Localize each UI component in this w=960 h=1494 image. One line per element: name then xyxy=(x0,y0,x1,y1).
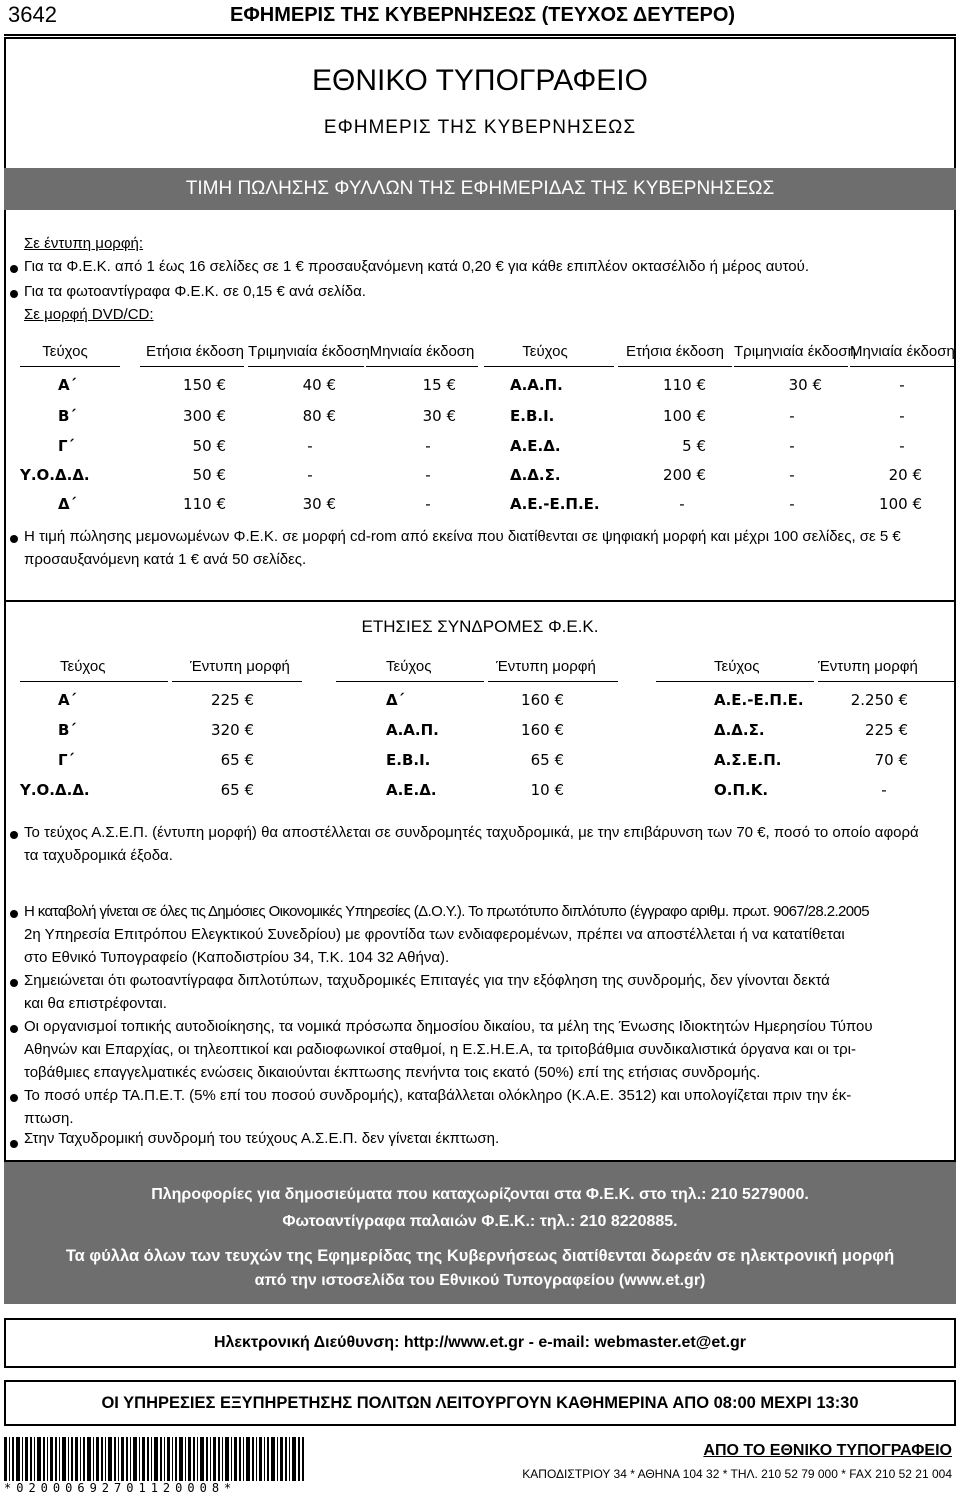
sub-col-issue: Τεύχος xyxy=(714,658,760,675)
publisher-title: ΕΘΝΙΚΟ ΤΥΠΟΓΡΑΦΕΙΟ xyxy=(312,64,648,97)
rule xyxy=(488,681,618,682)
hours-box: ΟΙ ΥΠΗΡΕΣΙΕΣ ΕΞΥΠΗΡΕΤΗΣΗΣ ΠΟΛΙΤΩΝ ΛΕΙΤΟΥΡΓΟΥΝ ΚΑΘΗΜΕΡΙΝΑ ΑΠΟ 08:00 ΜΕΧΡΙ 13:30 xyxy=(4,1380,956,1426)
table-cell: 225 € xyxy=(865,721,908,739)
table-cell: Α΄ xyxy=(58,691,77,709)
table-cell: Β΄ xyxy=(58,721,77,739)
print-heading: Σε έντυπη μορφή: xyxy=(24,235,144,252)
rule xyxy=(336,681,484,682)
table-cell: Α.Ε.-Ε.Π.Ε. xyxy=(714,691,804,709)
table-cell: 10 € xyxy=(530,781,564,799)
table-cell: 40 € xyxy=(302,376,336,394)
table-cell: 110 € xyxy=(183,495,226,513)
table-cell: 160 € xyxy=(521,691,564,709)
email-box: Ηλεκτρονική Διεύθυνση: http://www.et.gr - e-mail: webmaster.et@et.gr xyxy=(4,1318,956,1368)
note-photocopies-line1: Σημειώνεται ότι φωτοαντίγραφα διπλοτύπων, ταχυδρομικές Επιταγές για την εξόφληση της συνδρομής, δεν γίνονται δεκτά xyxy=(24,972,830,989)
table-cell: - xyxy=(425,466,431,484)
note-payment-line2: 2η Υπηρεσία Επιτρόπου Ελεγκτικού Συνεδρίου) με φροντίδα των ενδιαφερομένων, πρέπει να αποστέλλεται ή να κατατίθεται xyxy=(24,926,845,943)
table-cell: - xyxy=(899,407,905,425)
table-cell: 65 € xyxy=(530,751,564,769)
dvd-col-monthly: Μηνιαία έκδοση xyxy=(369,343,475,360)
rule xyxy=(618,366,732,367)
table-cell: Ε.Β.Ι. xyxy=(510,407,555,425)
section-rule xyxy=(4,600,956,602)
table-cell: Α.Α.Π. xyxy=(510,376,563,394)
table-cell: Γ΄ xyxy=(58,751,75,769)
table-cell: Β΄ xyxy=(58,407,77,425)
dvd-heading: Σε μορφή DVD/CD: xyxy=(24,306,154,323)
table-cell: 300 € xyxy=(183,407,226,425)
rule xyxy=(484,366,614,367)
dvd-col-issue: Τεύχος xyxy=(42,343,88,360)
note-photocopies-line2: και θα επιστρέφονται. xyxy=(24,995,167,1012)
rule xyxy=(656,681,814,682)
table-cell: - xyxy=(789,407,795,425)
table-cell: 160 € xyxy=(521,721,564,739)
bullet-icon xyxy=(10,1140,18,1148)
bullet-icon xyxy=(10,1094,18,1102)
info-line-photocopies: Φωτοαντίγραφα παλαιών Φ.Ε.Κ.: τηλ.: 210 8220885. xyxy=(282,1213,678,1230)
table-cell: 50 € xyxy=(192,437,226,455)
info-line-website: από την ιστοσελίδα του Εθνικού Τυπογραφείου (www.et.gr) xyxy=(254,1272,706,1289)
table-cell: - xyxy=(899,376,905,394)
note-payment-line1: Η καταβολή γίνεται σε όλες τις Δημόσιες Οικονομικές Υπηρεσίες (Δ.Ο.Υ.). Το πρωτότυπο διπλότυπο (έγγραφο αριθμ. πρωτ. 9067/28.2.2005 xyxy=(24,903,870,920)
bullet-icon xyxy=(10,535,18,543)
publisher-subtitle: ΕΦΗΜΕΡΙΣ ΤΗΣ ΚΥΒΕΡΝΗΣΕΩΣ xyxy=(323,117,637,138)
table-cell: 20 € xyxy=(888,466,922,484)
rule xyxy=(20,366,120,367)
print-bullet-1: Για τα Φ.Ε.Κ. από 1 έως 16 σελίδες σε 1 € προσαυξανόμενη κατά 0,20 € για κάθε επιπλέον οκτασέλιδο ή μέρος αυτού. xyxy=(24,258,810,275)
table-cell: - xyxy=(425,437,431,455)
dvd-col-annual: Ετήσια έκδοση xyxy=(626,343,724,360)
table-cell: Ο.Π.Κ. xyxy=(714,781,769,799)
barcode-icon xyxy=(4,1437,304,1481)
table-cell: Α.Α.Π. xyxy=(386,721,439,739)
table-cell: - xyxy=(425,495,431,513)
sub-col-print: Έντυπη μορφή xyxy=(496,658,596,675)
table-cell: 65 € xyxy=(220,751,254,769)
asep-note-line1: Το τεύχος Α.Σ.Ε.Π. (έντυπη μορφή) θα αποστέλλεται σε συνδρομητές ταχυδρομικά, με την επιβάρυνση των 70 €, ποσό το οποίο αφορά xyxy=(24,824,919,841)
table-cell: 15 € xyxy=(422,376,456,394)
table-cell: Ε.Β.Ι. xyxy=(386,751,431,769)
sub-col-print: Έντυπη μορφή xyxy=(190,658,290,675)
table-cell: - xyxy=(881,781,887,799)
table-cell: Δ΄ xyxy=(58,495,77,513)
table-cell: 320 € xyxy=(211,721,254,739)
table-cell: - xyxy=(679,495,685,513)
note-tapet-line1: Το ποσό υπέρ ΤΑ.Π.Ε.Τ. (5% επί του ποσού συνδρομής), καταβάλλεται ολόκληρο (Κ.Α.Ε. 3512) και υπολογίζεται πριν την έκ- xyxy=(24,1087,852,1104)
table-cell: Υ.Ο.Δ.Δ. xyxy=(20,466,90,484)
table-cell: 100 € xyxy=(663,407,706,425)
bullet-icon xyxy=(10,910,18,918)
rule xyxy=(248,366,364,367)
table-cell: Α.Ε.Δ. xyxy=(386,781,437,799)
table-cell: Α.Σ.Ε.Π. xyxy=(714,751,782,769)
page-number: 3642 xyxy=(8,2,57,27)
note-discount-line3: τοβάθμιες επαγγελματικές ενώσεις δικαιούνται έκπτωσης πενήντα τοις εκατό (50%) επί της ετήσιας συνδρομής. xyxy=(24,1064,761,1081)
table-cell: 30 € xyxy=(422,407,456,425)
cdrom-note-line1: Η τιμή πώλησης μεμονωμένων Φ.Ε.Κ. σε μορφή cd-rom από εκείνα που διατίθενται σε ψηφιακή μορφή και μέχρι 100 σελίδες, σε 5 € xyxy=(24,528,901,545)
table-cell: 110 € xyxy=(663,376,706,394)
barcode-image xyxy=(4,1437,304,1481)
gazette-issue-header: ΕΦΗΜΕΡΙΣ ΤΗΣ ΚΥΒΕΡΝΗΣΕΩΣ (ΤΕΥΧΟΣ ΔΕΥΤΕΡΟ) xyxy=(230,4,736,26)
bullet-icon xyxy=(10,831,18,839)
bullet-icon xyxy=(10,1025,18,1033)
rule xyxy=(818,681,954,682)
sub-col-issue: Τεύχος xyxy=(386,658,432,675)
table-cell: 50 € xyxy=(192,466,226,484)
table-cell: Δ.Δ.Σ. xyxy=(714,721,765,739)
table-cell: 225 € xyxy=(211,691,254,709)
table-cell: 150 € xyxy=(183,376,226,394)
table-cell: - xyxy=(899,437,905,455)
table-cell: 30 € xyxy=(788,376,822,394)
dvd-col-annual: Ετήσια έκδοση xyxy=(146,343,244,360)
printer-address: ΚΑΠΟΔΙΣΤΡΙΟΥ 34 * ΑΘΗΝΑ 104 32 * ΤΗΛ. 210 52 79 000 * FAX 210 52 21 004 xyxy=(522,1467,952,1481)
info-line-publications: Πληροφορίες για δημοσιεύματα που καταχωρίζονται στα Φ.Ε.Κ. στο τηλ.: 210 5279000. xyxy=(151,1186,809,1203)
dvd-col-quarterly: Τριμηνιαία έκδοση xyxy=(734,343,856,360)
rule xyxy=(366,366,478,367)
print-bullet-2: Για τα φωτοαντίγραφα Φ.Ε.Κ. σε 0,15 € ανά σελίδα. xyxy=(24,283,366,300)
header-rule xyxy=(4,34,956,36)
barcode-digits: *02000692701120008* xyxy=(4,1481,237,1494)
table-cell: - xyxy=(789,437,795,455)
table-cell: 70 € xyxy=(874,751,908,769)
table-cell: 30 € xyxy=(302,495,336,513)
dvd-col-issue: Τεύχος xyxy=(522,343,568,360)
table-cell: 80 € xyxy=(302,407,336,425)
rule xyxy=(172,681,302,682)
table-cell: Α.Ε.-Ε.Π.Ε. xyxy=(510,495,600,513)
sub-col-issue: Τεύχος xyxy=(60,658,106,675)
printer-credit: ΑΠΟ ΤΟ ΕΘΝΙΚΟ ΤΥΠΟΓΡΑΦΕΙΟ xyxy=(703,1442,952,1459)
table-cell: - xyxy=(307,466,313,484)
bullet-icon xyxy=(10,265,18,273)
note-discount-line2: Αθηνών και Επαρχίας, οι τηλεοπτικοί και ραδιοφωνικοί σταθμοί, η Ε.Σ.Η.Ε.Α, τα τριτοβάθμια συνδικαλιστικά όργανα και οι τρι- xyxy=(24,1041,856,1058)
note-discount-line1: Οι οργανισμοί τοπικής αυτοδιοίκησης, τα νομικά πρόσωπα δημοσίου δικαίου, τα μέλη της Ένωσης Ιδιοκτητών Ημερησίου Τύπου xyxy=(24,1018,873,1035)
table-cell: Δ.Δ.Σ. xyxy=(510,466,561,484)
table-cell: 65 € xyxy=(220,781,254,799)
pricing-band: ΤΙΜΗ ΠΩΛΗΣΗΣ ΦΥΛΛΩΝ ΤΗΣ ΕΦΗΜΕΡΙΔΑΣ ΤΗΣ ΚΥΒΕΡΝΗΣΕΩΣ xyxy=(4,168,956,210)
bullet-icon xyxy=(10,290,18,298)
table-cell: Υ.Ο.Δ.Δ. xyxy=(20,781,90,799)
table-cell: 5 € xyxy=(682,437,706,455)
table-cell: Α΄ xyxy=(58,376,77,394)
table-cell: 200 € xyxy=(663,466,706,484)
dvd-col-monthly: Μηνιαία έκδοση xyxy=(850,343,955,360)
table-cell: Δ΄ xyxy=(386,691,405,709)
note-tapet-line2: πτωση. xyxy=(24,1110,74,1127)
subscriptions-title: ΕΤΗΣΙΕΣ ΣΥΝΔΡΟΜΕΣ Φ.Ε.Κ. xyxy=(361,617,599,636)
rule xyxy=(20,681,168,682)
table-cell: 2.250 € xyxy=(850,691,908,709)
sub-col-print: Έντυπη μορφή xyxy=(818,658,918,675)
table-cell: - xyxy=(789,466,795,484)
cdrom-note-line2: προσαυξανόμενη κατά 1 € ανά 50 σελίδες. xyxy=(24,551,307,568)
rule xyxy=(850,366,954,367)
rule xyxy=(734,366,848,367)
bullet-icon xyxy=(10,979,18,987)
table-cell: Α.Ε.Δ. xyxy=(510,437,561,455)
dvd-col-quarterly: Τριμηνιαία έκδοση xyxy=(248,343,370,360)
rule xyxy=(140,366,244,367)
note-payment-line3: στο Εθνικό Τυπογραφείο (Καποδιστρίου 34, Τ.Κ. 104 32 Αθήνα). xyxy=(24,949,450,966)
table-cell: - xyxy=(307,437,313,455)
table-cell: - xyxy=(789,495,795,513)
info-line-free-issues: Τα φύλλα όλων των τευχών της Εφημερίδας της Κυβερνήσεως διατίθενται δωρεάν σε ηλεκτρονική μορφή xyxy=(65,1247,895,1265)
note-postal-line: Στην Ταχυδρομική συνδρομή του τεύχους Α.Σ.Ε.Π. δεν γίνεται έκπτωση. xyxy=(24,1130,500,1147)
asep-note-line2: τα ταχυδρομικά έξοδα. xyxy=(24,847,173,864)
table-cell: 100 € xyxy=(879,495,922,513)
table-cell: Γ΄ xyxy=(58,437,75,455)
